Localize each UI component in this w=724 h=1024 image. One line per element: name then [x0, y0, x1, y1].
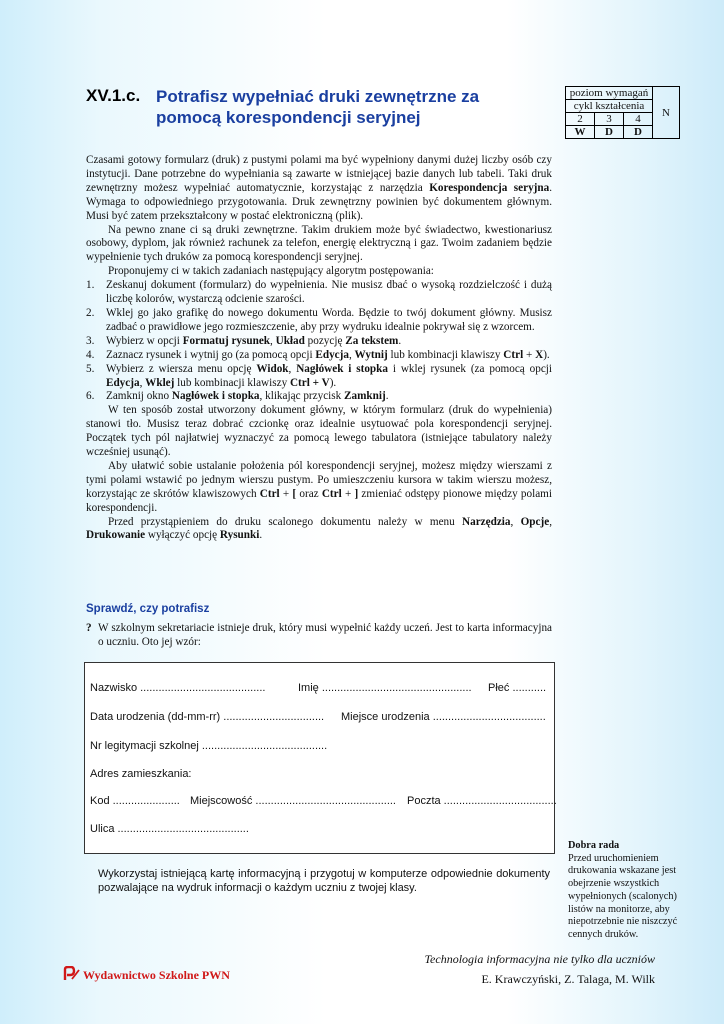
field-adres: Adres zamieszkania: [90, 768, 192, 780]
level-cell: 4 [624, 113, 653, 126]
level-cell: 2 [566, 113, 595, 126]
paragraph-shortcuts: Aby ułatwić sobie ustalanie położenia pól korespondencji seryjnej, możesz między wierszami z tymi polami wstawić po jednym wierszu pustym. Po umieszczeniu kursora w takim wierszu możesz, korzystając ze skrótów klawiszowych Ctrl + [ oraz Ctrl + ] zmieniać odstępy pionowe między polami korespondencji. [86, 459, 552, 514]
list-item: 5. Wybierz z wiersza menu opcję Widok, Nagłówek i stopka i wklej rysunek (za pomocą opcji Edycja, Wklej lub kombinacji klawiszy Ctrl + V). [86, 362, 552, 389]
requirements-label: poziom wymagań [566, 87, 653, 100]
field-plec: Płeć ........... [488, 682, 547, 694]
publisher-name: Wydawnictwo Szkolne PWN [83, 967, 230, 982]
field-nr-legitymacji: Nr legitymacji szkolnej ......................................... [90, 740, 328, 752]
cycle-label: cykl kształcenia [566, 100, 653, 113]
paragraph-examples: Na pewno znane ci są druki zewnętrzne. Takim drukiem może być świadectwo, kwestionariusz osobowy, dyplom, jak również rachunek za telefon, energię elektryczną i gaz. Twoim zadaniem będzie wypełnienie tych druków za pomocą korespondencji seryjnej. [86, 223, 552, 264]
list-item: 3. Wybierz w opcji Formatuj rysunek, Układ pozycję Za tekstem. [86, 334, 402, 347]
student-form [84, 662, 555, 854]
field-imie: Imię ................................................. [298, 682, 472, 694]
paragraph-main-doc: W ten sposób został utworzony dokument główny, w którym formularz (druk do wypełnienia) stanowi tło. Musisz teraz dobrać czcionkę oraz idealnie usytuować pola korespondencji seryjnej. Początek tych pól najłatwiej wyznaczyć za pomocą lewego tabulatora (istniejące tabulatory należy wcześniej usunąć). [86, 404, 552, 459]
field-miejsce-urodzenia: Miejsce urodzenia ..................................... [341, 711, 546, 723]
field-ulica: Ulica ........................................... [90, 823, 249, 835]
check-question [86, 622, 552, 650]
grade-cell: D [595, 126, 624, 139]
field-data-urodzenia: Data urodzenia (dd-mm-rr) ................................. [90, 711, 325, 723]
check-title: Sprawdź, czy potrafisz [86, 603, 210, 615]
grade-cell: D [624, 126, 653, 139]
side-note [568, 840, 688, 942]
question-text: W szkolnym sekretariacie istnieje druk, który musi wypełnić każdy uczeń. Jest to karta informacyjna o uczniu. Oto jej wzór: [98, 622, 552, 648]
footer-book-title: Technologia informacyjna nie tylko dla uczniów [424, 952, 655, 966]
field-nazwisko: Nazwisko ......................................... [90, 682, 266, 694]
list-item: 6. Zamknij okno Nagłówek i stopka, klikając przycisk Zamknij. [86, 390, 389, 403]
steps-list [86, 279, 552, 404]
section-title: Potrafisz wypełniać druki zewnętrzne za pomocą korespondencji seryjnej [156, 87, 480, 127]
field-poczta: Poczta ..................................... [407, 795, 557, 807]
publisher-logo [62, 966, 230, 986]
grade-cell: W [566, 126, 595, 139]
level-cell: 3 [595, 113, 624, 126]
paragraph-intro: Czasami gotowy formularz (druk) z pustymi polami ma być wypełniony danymi dużej liczby osób czy instytucji. Dane potrzebne do wypełniania są zawarte w istniejącej bazie danych lub tabeli. Taki druk zewnętrzny możesz wypełniać automatycznie, korzystając z narzędzia Korespondencja seryjna. Wymaga to odpowiedniego przygotowania. Druk zewnętrzny powinien być dokumentem głównym. Musi być zatem przekształcony w postać elektroniczną (plik). [86, 154, 553, 222]
field-miejscowosc: Miejscowość .............................................. [190, 795, 396, 807]
closing-task: Wykorzystaj istniejącą kartę informacyjną i przygotuj w komputerze odpowiednie dokumenty pozwalające na wydruk informacji o każdym uczniu z twojej klasy. [98, 868, 550, 894]
requirements-table [565, 86, 680, 139]
pwn-logo-icon [62, 966, 80, 986]
field-kod: Kod ...................... [90, 795, 180, 807]
question-mark-icon: ? [86, 622, 92, 634]
section-number: XV.1.c. [86, 86, 141, 105]
list-item: 1. Zeskanuj dokument (formularz) do wypełnienia. Nie musisz dbać o wysoką rozdzielczość i dużą liczbę kolorów, wystarczą odcienie szarości. [86, 279, 552, 306]
paragraph-algorithm: Proponujemy ci w takich zadaniach następujący algorytm postępowania: [108, 265, 434, 278]
list-item: 2. Wklej go jako grafikę do nowego dokumentu Worda. Będzie to twój dokument główny. Musisz zadbać o prawidłowe jego rozmieszczenie, aby przy wydruku idealnie pokrywał się z wzorcem. [86, 306, 552, 333]
footer-authors: E. Krawczyński, Z. Talaga, M. Wilk [481, 972, 655, 986]
requirements-extra: N [653, 87, 680, 139]
paragraph-print: Przed przystąpieniem do druku scalonego dokumentu należy w menu Narzędzia, Opcje, Drukowanie wyłączyć opcję Rysunki. [86, 515, 552, 542]
side-note-title: Dobra rada [568, 840, 620, 851]
side-note-text: Przed uruchomieniem drukowania wskazane jest obejrzenie wszystkich wypełnionych (scalonych) listów na monitorze, aby niepotrzebnie nie niszczyć cennych druków. [568, 852, 678, 940]
list-item: 4. Zaznacz rysunek i wytnij go (za pomocą opcji Edycja, Wytnij lub kombinacji klawiszy Ctrl + X). [86, 348, 550, 361]
main-text [86, 154, 552, 543]
